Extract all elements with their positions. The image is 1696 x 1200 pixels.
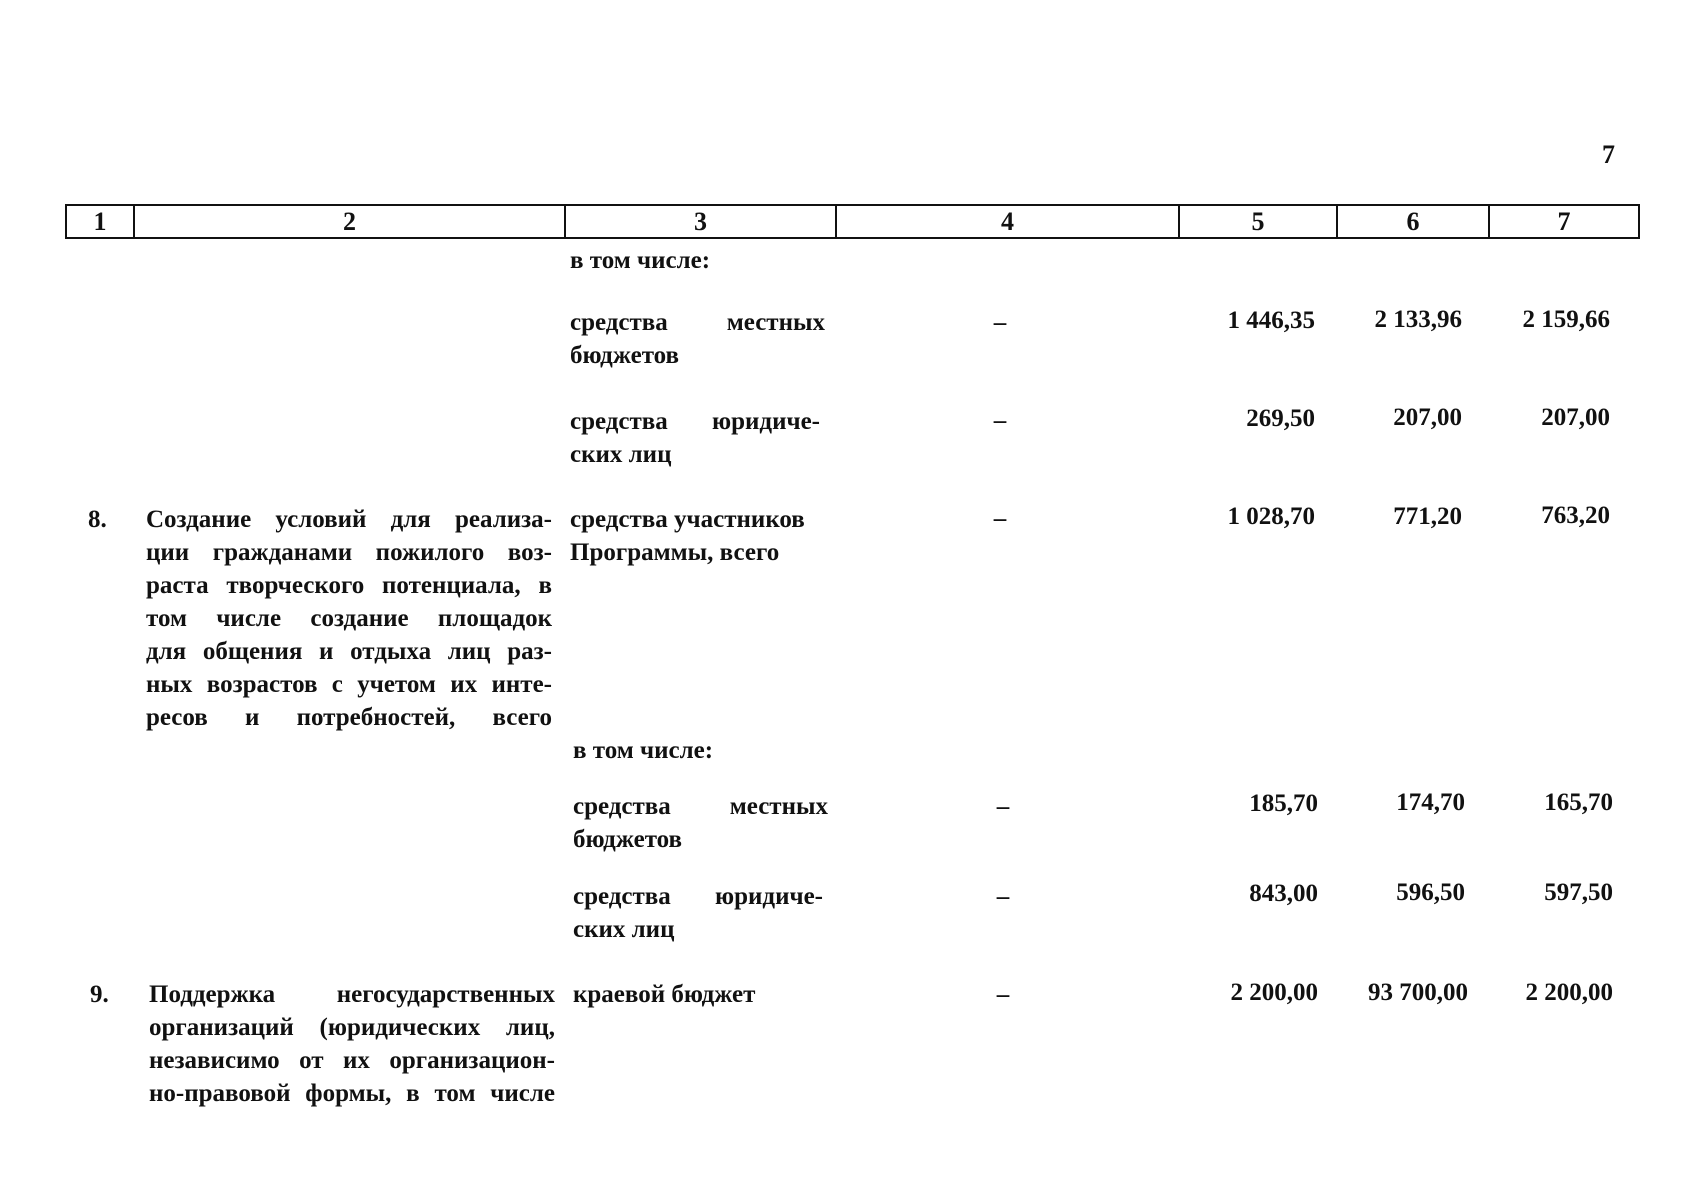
value-col6: 207,00 bbox=[1393, 404, 1462, 431]
item-description-line: ции гражданами пожилого воз- bbox=[146, 539, 552, 566]
column-header-5: 5 bbox=[1179, 205, 1337, 238]
funding-source-cell bbox=[573, 790, 828, 856]
funding-source-line: средства юридиче- bbox=[573, 883, 823, 910]
dash-mark: – bbox=[996, 883, 1010, 910]
value-col6: 174,70 bbox=[1396, 789, 1465, 816]
column-header-7: 7 bbox=[1489, 205, 1639, 238]
item-description-line: Поддержка негосударственных bbox=[149, 981, 555, 1008]
funding-source-line: средства участников bbox=[570, 506, 805, 533]
item-description-line: том числе создание площадок bbox=[146, 605, 552, 632]
dash-mark: – bbox=[996, 981, 1010, 1008]
funding-source-line: ских лиц bbox=[570, 441, 672, 468]
value-col7: 597,50 bbox=[1544, 879, 1613, 906]
funding-source-line: средства юридиче- bbox=[570, 408, 820, 435]
funding-source-cell bbox=[570, 503, 830, 569]
item-description-line: Создание условий для реализа- bbox=[146, 506, 552, 533]
column-header-3: 3 bbox=[565, 205, 836, 238]
dash-mark: – bbox=[993, 407, 1007, 434]
table-row-subheading bbox=[570, 244, 830, 277]
funding-source-line: бюджетов bbox=[570, 342, 680, 369]
funding-source-cell bbox=[570, 405, 820, 471]
funding-source-label: в том числе: bbox=[570, 247, 711, 274]
value-col5: 843,00 bbox=[1249, 880, 1318, 907]
item-description bbox=[149, 978, 555, 1110]
item-number: 8. bbox=[88, 506, 107, 533]
item-description-line: для общения и отдыха лиц раз- bbox=[146, 638, 552, 665]
column-header-1: 1 bbox=[66, 205, 134, 238]
column-header-2: 2 bbox=[134, 205, 565, 238]
column-header-4: 4 bbox=[836, 205, 1179, 238]
funding-source-label: в том числе: bbox=[573, 737, 714, 764]
value-col7: 2 159,66 bbox=[1522, 306, 1610, 333]
item-description bbox=[146, 503, 552, 734]
funding-source-cell bbox=[573, 978, 833, 1011]
value-col6: 93 700,00 bbox=[1368, 979, 1468, 1006]
funding-source-cell bbox=[573, 880, 823, 946]
page-number: 7 bbox=[1602, 140, 1615, 169]
dash-mark: – bbox=[996, 793, 1010, 820]
item-description-line: раста творческого потенциала, в bbox=[146, 572, 552, 599]
funding-source-line: средства местных bbox=[570, 309, 825, 336]
value-col6: 2 133,96 bbox=[1374, 306, 1462, 333]
column-number-header bbox=[65, 204, 1640, 239]
funding-source-cell bbox=[570, 306, 825, 372]
item-description-line: ресов и потребностей, всего bbox=[146, 704, 552, 731]
value-col7: 165,70 bbox=[1544, 789, 1613, 816]
funding-source-line: краевой бюджет bbox=[573, 981, 756, 1008]
funding-source-line: Программы, всего bbox=[570, 539, 780, 566]
value-col7: 2 200,00 bbox=[1525, 979, 1613, 1006]
funding-source-line: ских лиц bbox=[573, 916, 675, 943]
table-row-subheading bbox=[573, 734, 833, 767]
dash-mark: – bbox=[993, 505, 1007, 532]
item-description-line: но-правовой формы, в том числе bbox=[149, 1080, 555, 1107]
value-col5: 1 028,70 bbox=[1227, 503, 1315, 530]
column-header-6: 6 bbox=[1337, 205, 1489, 238]
value-col6: 771,20 bbox=[1393, 503, 1462, 530]
value-col6: 596,50 bbox=[1396, 879, 1465, 906]
value-col7: 207,00 bbox=[1541, 404, 1610, 431]
item-number: 9. bbox=[90, 981, 109, 1008]
funding-source-line: бюджетов bbox=[573, 826, 683, 853]
item-description-line: организаций (юридических лиц, bbox=[149, 1014, 555, 1041]
item-description-line: независимо от их организацион- bbox=[149, 1047, 555, 1074]
value-col7: 763,20 bbox=[1541, 502, 1610, 529]
value-col5: 2 200,00 bbox=[1230, 979, 1318, 1006]
value-col5: 1 446,35 bbox=[1227, 307, 1315, 334]
value-col5: 185,70 bbox=[1249, 790, 1318, 817]
dash-mark: – bbox=[993, 309, 1007, 336]
item-description-line: ных возрастов с учетом их инте- bbox=[146, 671, 552, 698]
funding-source-line: средства местных bbox=[573, 793, 828, 820]
value-col5: 269,50 bbox=[1246, 405, 1315, 432]
